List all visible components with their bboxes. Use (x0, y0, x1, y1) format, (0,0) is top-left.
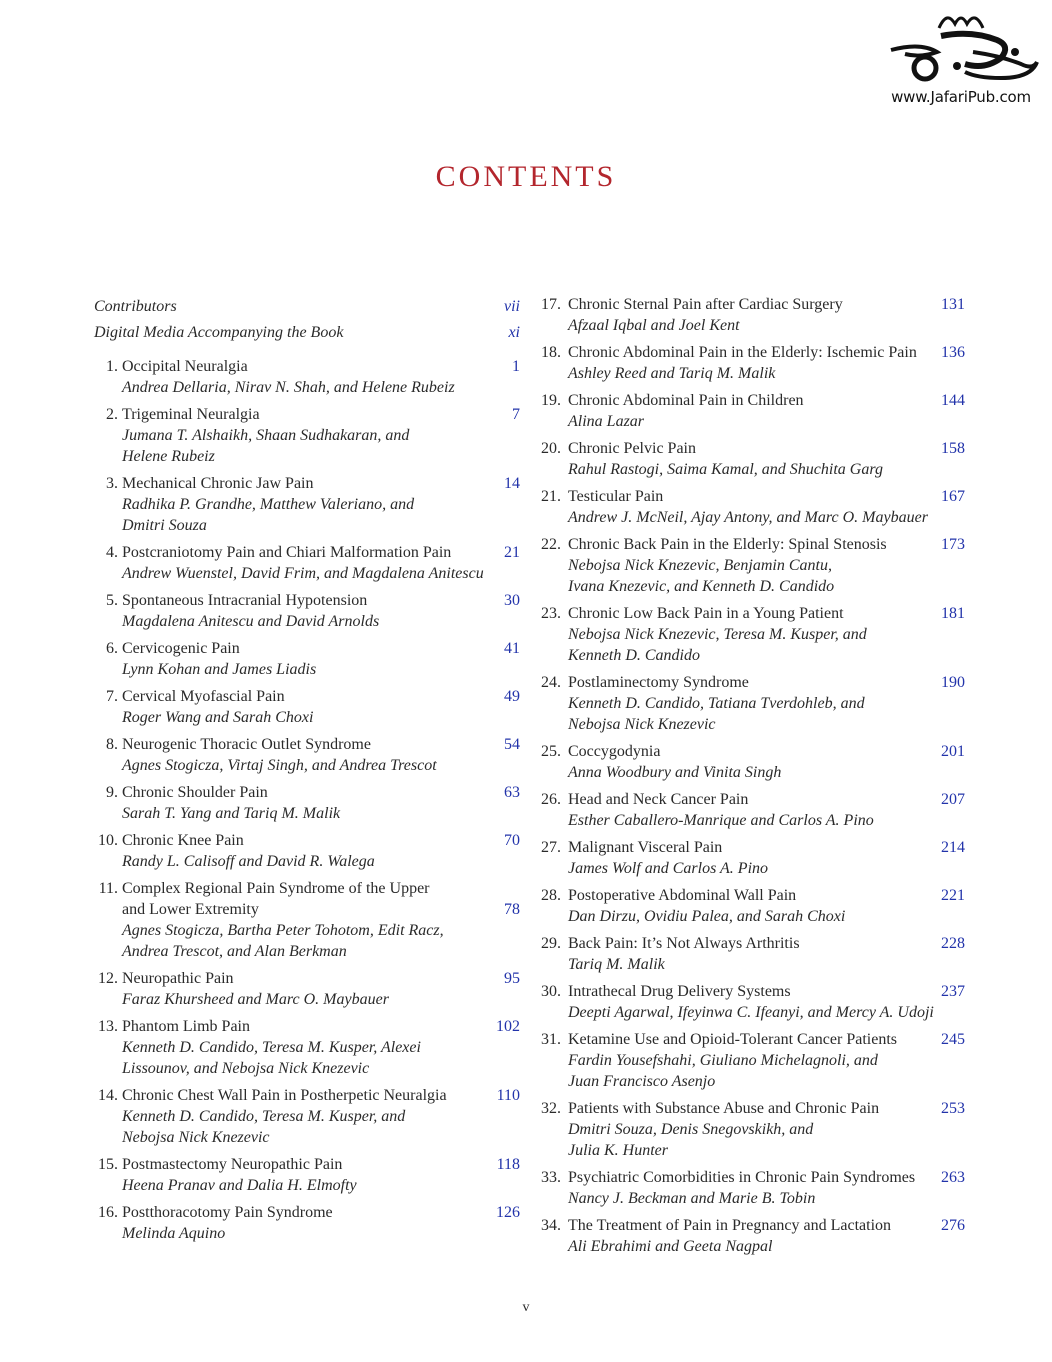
chapter-authors: James Wolf and Carlos A. Pino (568, 860, 769, 877)
entry-body (122, 638, 520, 680)
chapter-number: 10. (98, 832, 118, 849)
entry-body (122, 1202, 520, 1244)
chapter-page: 181 (941, 605, 965, 622)
chapter-page: 136 (941, 344, 965, 361)
entry-body (122, 1085, 520, 1148)
chapter-authors: Dmitri Souza (122, 517, 207, 534)
chapter-number: 30. (541, 983, 561, 1000)
toc-entry[interactable] (540, 837, 965, 879)
chapter-authors: Helene Rubeiz (122, 448, 215, 465)
chapter-title: Phantom Limb Pain (122, 1018, 250, 1035)
front-matter-title: Digital Media Accompanying the Book (94, 324, 344, 341)
toc-entry[interactable] (540, 981, 965, 1023)
toc-entry[interactable] (94, 1154, 520, 1196)
entry-body (122, 1154, 520, 1196)
chapter-title: Head and Neck Cancer Pain (568, 791, 749, 808)
chapter-authors: Andrew J. McNeil, Ajay Antony, and Marc O. Maybauer (568, 509, 928, 526)
jafaripub-calligraphy-logo-icon (881, 6, 1041, 86)
chapter-page: 190 (941, 674, 965, 691)
chapter-title: Postcraniotomy Pain and Chiari Malformation Pain (122, 544, 452, 561)
chapter-authors: Esther Caballero-Manrique and Carlos A. Pino (568, 812, 874, 829)
chapter-page: 167 (941, 488, 965, 505)
entry-body (568, 1029, 965, 1092)
chapter-number: 1. (106, 358, 118, 375)
toc-entry[interactable] (540, 342, 965, 384)
chapter-page: 7 (512, 406, 520, 423)
toc-entry[interactable] (94, 590, 520, 632)
chapter-number: 4. (106, 544, 118, 561)
chapter-title: Chronic Low Back Pain in a Young Patient (568, 605, 844, 622)
toc-entry[interactable] (94, 830, 520, 872)
chapter-authors: Fardin Yousefshahi, Giuliano Michelagnoli, and (568, 1052, 878, 1069)
chapter-title: Chronic Pelvic Pain (568, 440, 696, 457)
chapter-authors: Melinda Aquino (122, 1225, 226, 1242)
chapter-page: 49 (504, 688, 520, 705)
chapter-number: 29. (541, 935, 561, 952)
chapter-number: 6. (106, 640, 118, 657)
chapter-number: 13. (98, 1018, 118, 1035)
chapter-title: Back Pain: It’s Not Always Arthritis (568, 935, 800, 952)
chapter-page: 14 (504, 475, 520, 492)
entry-body (122, 968, 520, 1010)
chapter-page: 78 (504, 901, 520, 918)
chapter-authors: Ali Ebrahimi and Geeta Nagpal (568, 1238, 773, 1255)
chapter-number: 18. (541, 344, 561, 361)
chapter-page: 110 (496, 1087, 520, 1104)
entry-body (568, 603, 965, 666)
chapter-title: Spontaneous Intracranial Hypotension (122, 592, 368, 609)
chapter-title: Chronic Abdominal Pain in the Elderly: Ischemic Pain (568, 344, 917, 361)
chapter-number: 25. (541, 743, 561, 760)
toc-entry[interactable] (540, 486, 965, 528)
chapter-authors: Ivana Knezevic, and Kenneth D. Candido (568, 578, 835, 595)
chapter-authors: Ashley Reed and Tariq M. Malik (568, 365, 776, 382)
watermark (876, 6, 1046, 110)
toc-entry[interactable] (94, 404, 520, 467)
chapter-page: 41 (504, 640, 520, 657)
entry-body (122, 830, 520, 872)
chapter-title: Postmastectomy Neuropathic Pain (122, 1156, 343, 1173)
front-matter-page: vii (504, 298, 520, 315)
chapter-authors: Nebojsa Nick Knezevic (122, 1129, 270, 1146)
chapter-number: 15. (98, 1156, 118, 1173)
front-matter-item[interactable] (94, 320, 520, 346)
chapter-authors: Andrea Trescot, and Alan Berkman (122, 943, 347, 960)
chapter-title: Cervicogenic Pain (122, 640, 240, 657)
chapter-title: Ketamine Use and Opioid-Tolerant Cancer Patients (568, 1031, 897, 1048)
entry-body (122, 734, 520, 776)
chapter-page: 95 (504, 970, 520, 987)
chapter-title: Psychiatric Comorbidities in Chronic Pain Syndromes (568, 1169, 916, 1186)
chapter-authors: Dmitri Souza, Denis Snegovskikh, and (568, 1121, 814, 1138)
chapter-authors: Radhika P. Grandhe, Matthew Valeriano, and (122, 496, 415, 513)
toc-entry[interactable] (94, 1085, 520, 1148)
chapter-authors: Lissounov, and Nebojsa Nick Knezevic (122, 1060, 370, 1077)
toc-entry[interactable] (540, 1167, 965, 1209)
chapter-authors: Anna Woodbury and Vinita Singh (568, 764, 782, 781)
toc-entry[interactable] (94, 638, 520, 680)
chapter-authors: Dan Dirzu, Ovidiu Palea, and Sarah Choxi (568, 908, 846, 925)
chapter-title: Chronic Chest Wall Pain in Postherpetic Neuralgia (122, 1087, 447, 1104)
chapter-page: 1 (512, 358, 520, 375)
chapter-title: Chronic Back Pain in the Elderly: Spinal Stenosis (568, 536, 887, 553)
entry-body (568, 486, 965, 528)
entry-body (568, 981, 965, 1023)
chapter-page: 201 (941, 743, 965, 760)
page-title: CONTENTS (435, 160, 617, 193)
chapter-number: 34. (541, 1217, 561, 1234)
toc-left-column (94, 294, 520, 1250)
chapter-title: Trigeminal Neuralgia (122, 406, 260, 423)
chapter-authors: Kenneth D. Candido, Teresa M. Kusper, and (122, 1108, 406, 1125)
chapter-authors: Afzaal Iqbal and Joel Kent (568, 317, 740, 334)
chapter-number: 2. (106, 406, 118, 423)
chapter-title: Intrathecal Drug Delivery Systems (568, 983, 791, 1000)
entry-body (122, 1016, 520, 1079)
chapter-title: Malignant Visceral Pain (568, 839, 723, 856)
chapter-title: and Lower Extremity (122, 901, 259, 918)
chapter-number: 12. (98, 970, 118, 987)
chapter-title: Occipital Neuralgia (122, 358, 248, 375)
chapter-page: 158 (941, 440, 965, 457)
entry-body (122, 878, 520, 962)
toc-entry[interactable] (540, 1215, 965, 1257)
toc-entry[interactable] (540, 672, 965, 735)
chapter-title: Postlaminectomy Syndrome (568, 674, 749, 691)
chapter-authors: Nebojsa Nick Knezevic, Teresa M. Kusper, and (568, 626, 867, 643)
chapter-page: 21 (504, 544, 520, 561)
entry-body (568, 933, 965, 975)
entry-body (122, 356, 520, 398)
chapter-number: 19. (541, 392, 561, 409)
chapter-page: 131 (941, 296, 965, 313)
front-matter-item[interactable] (94, 294, 520, 320)
chapter-authors: Kenneth D. Candido (568, 647, 700, 664)
chapter-page: 228 (941, 935, 965, 952)
toc-entry[interactable] (94, 542, 520, 584)
chapter-number: 16. (98, 1204, 118, 1221)
chapter-page: 70 (504, 832, 520, 849)
chapter-number: 26. (541, 791, 561, 808)
chapter-title: Chronic Sternal Pain after Cardiac Surgery (568, 296, 843, 313)
chapter-authors: Jumana T. Alshaikh, Shaan Sudhakaran, and (122, 427, 410, 444)
chapter-number: 21. (541, 488, 561, 505)
toc-entry[interactable] (540, 741, 965, 783)
chapter-title: Cervical Myofascial Pain (122, 688, 285, 705)
chapter-number: 17. (541, 296, 561, 313)
chapter-number: 22. (541, 536, 561, 553)
entry-body (568, 390, 965, 432)
chapter-title: Complex Regional Pain Syndrome of the Upper (122, 880, 430, 897)
chapter-authors: Alina Lazar (568, 413, 645, 430)
chapter-number: 8. (106, 736, 118, 753)
chapter-authors: Deepti Agarwal, Ifeyinwa C. Ifeanyi, and Mercy A. Udoji (568, 1004, 934, 1021)
toc-entry[interactable] (94, 686, 520, 728)
watermark-url: www.JafariPub.com (891, 88, 1031, 106)
toc-entry[interactable] (540, 294, 965, 336)
toc-entry[interactable] (540, 789, 965, 831)
chapter-number: 27. (541, 839, 561, 856)
chapter-authors: Rahul Rastogi, Saima Kamal, and Shuchita Garg (568, 461, 883, 478)
toc-entry[interactable] (94, 1202, 520, 1244)
chapter-authors: Lynn Kohan and James Liadis (122, 661, 317, 678)
chapter-authors: Tariq M. Malik (568, 956, 665, 973)
chapter-authors: Randy L. Calisoff and David R. Walega (122, 853, 375, 870)
toc-entry[interactable] (540, 933, 965, 975)
toc-entry[interactable] (94, 782, 520, 824)
chapter-authors: Andrea Dellaria, Nirav N. Shah, and Helene Rubeiz (122, 379, 455, 396)
chapter-number: 11. (98, 880, 118, 897)
toc-entry[interactable] (94, 734, 520, 776)
entry-body (568, 789, 965, 831)
chapter-title: Chronic Shoulder Pain (122, 784, 268, 801)
toc-entry[interactable] (540, 534, 965, 597)
front-matter-title: Contributors (94, 298, 177, 315)
toc-right-column (540, 294, 965, 1263)
chapter-title: Neurogenic Thoracic Outlet Syndrome (122, 736, 371, 753)
chapter-authors: Andrew Wuenstel, David Frim, and Magdalena Anitescu (122, 565, 484, 582)
chapter-page: 126 (496, 1204, 520, 1221)
chapter-number: 31. (541, 1031, 561, 1048)
toc-entry[interactable] (540, 438, 965, 480)
toc-entry[interactable] (540, 603, 965, 666)
chapter-authors: Juan Francisco Asenjo (568, 1073, 716, 1090)
chapter-number: 28. (541, 887, 561, 904)
chapter-page: 144 (941, 392, 965, 409)
front-matter-page: xi (508, 324, 520, 341)
chapter-title: The Treatment of Pain in Pregnancy and Lactation (568, 1217, 892, 1234)
toc-entry[interactable] (540, 390, 965, 432)
chapter-authors: Nebojsa Nick Knezevic (568, 716, 716, 733)
entry-body (568, 741, 965, 783)
entry-body (122, 590, 520, 632)
entry-body (122, 686, 520, 728)
chapter-page: 173 (941, 536, 965, 553)
toc-entry[interactable] (540, 1098, 965, 1161)
chapter-title: Coccygodynia (568, 743, 661, 760)
chapter-authors: Agnes Stogicza, Bartha Peter Tohotom, Edit Racz, (122, 922, 444, 939)
chapter-authors: Agnes Stogicza, Virtaj Singh, and Andrea Trescot (122, 757, 437, 774)
chapter-authors: Julia K. Hunter (568, 1142, 668, 1159)
chapter-authors: Sarah T. Yang and Tariq M. Malik (122, 805, 341, 822)
entry-body (568, 1098, 965, 1161)
chapter-page: 221 (941, 887, 965, 904)
chapter-number: 5. (106, 592, 118, 609)
toc-entry[interactable] (94, 356, 520, 398)
chapter-page: 276 (941, 1217, 965, 1234)
toc-entry[interactable] (94, 473, 520, 536)
entry-body (122, 404, 520, 467)
chapter-page: 207 (941, 791, 965, 808)
toc-entry[interactable] (94, 878, 520, 962)
chapter-number: 14. (98, 1087, 118, 1104)
chapter-number: 24. (541, 674, 561, 691)
chapter-page: 237 (941, 983, 965, 1000)
chapter-authors: Nebojsa Nick Knezevic, Benjamin Cantu, (568, 557, 832, 574)
chapter-authors: Magdalena Anitescu and David Arnolds (122, 613, 380, 630)
chapter-authors: Nancy J. Beckman and Marie B. Tobin (568, 1190, 816, 1207)
entry-body (122, 473, 520, 536)
chapter-page: 263 (941, 1169, 965, 1186)
chapter-page: 54 (504, 736, 520, 753)
chapter-page: 245 (941, 1031, 965, 1048)
toc-entry[interactable] (540, 885, 965, 927)
chapter-page: 118 (496, 1156, 520, 1173)
entry-body (568, 1215, 965, 1257)
chapter-page: 253 (941, 1100, 965, 1117)
entry-body (568, 294, 965, 336)
chapter-authors: Heena Pranav and Dalia H. Elmofty (122, 1177, 357, 1194)
chapter-number: 32. (541, 1100, 561, 1117)
chapter-title: Testicular Pain (568, 488, 664, 505)
chapter-title: Postthoracotomy Pain Syndrome (122, 1204, 333, 1221)
page-number: v (522, 1300, 530, 1315)
entry-body (568, 438, 965, 480)
chapter-page: 102 (496, 1018, 520, 1035)
chapter-page: 30 (504, 592, 520, 609)
chapter-number: 7. (106, 688, 118, 705)
entry-body (122, 782, 520, 824)
chapter-number: 20. (541, 440, 561, 457)
entry-body (568, 672, 965, 735)
chapter-title: Chronic Knee Pain (122, 832, 244, 849)
chapter-page: 214 (941, 839, 965, 856)
chapter-authors: Faraz Khursheed and Marc O. Maybauer (122, 991, 389, 1008)
chapter-title: Patients with Substance Abuse and Chronic Pain (568, 1100, 880, 1117)
entry-body (568, 342, 965, 384)
chapter-title: Neuropathic Pain (122, 970, 234, 987)
chapter-number: 23. (541, 605, 561, 622)
toc-entry[interactable] (94, 1016, 520, 1079)
chapter-title: Postoperative Abdominal Wall Pain (568, 887, 797, 904)
entry-body (568, 837, 965, 879)
entry-body (568, 885, 965, 927)
chapter-authors: Roger Wang and Sarah Choxi (122, 709, 314, 726)
entry-body (568, 1167, 965, 1209)
chapter-authors: Kenneth D. Candido, Tatiana Tverdohleb, and (568, 695, 865, 712)
chapter-title: Chronic Abdominal Pain in Children (568, 392, 804, 409)
chapter-title: Mechanical Chronic Jaw Pain (122, 475, 314, 492)
entry-body (122, 542, 520, 584)
toc-entry[interactable] (94, 968, 520, 1010)
chapter-number: 3. (106, 475, 118, 492)
chapter-authors: Kenneth D. Candido, Teresa M. Kusper, Alexei (122, 1039, 421, 1056)
chapter-page: 63 (504, 784, 520, 801)
toc-entry[interactable] (540, 1029, 965, 1092)
entry-body (568, 534, 965, 597)
chapter-number: 9. (106, 784, 118, 801)
chapter-number: 33. (541, 1169, 561, 1186)
